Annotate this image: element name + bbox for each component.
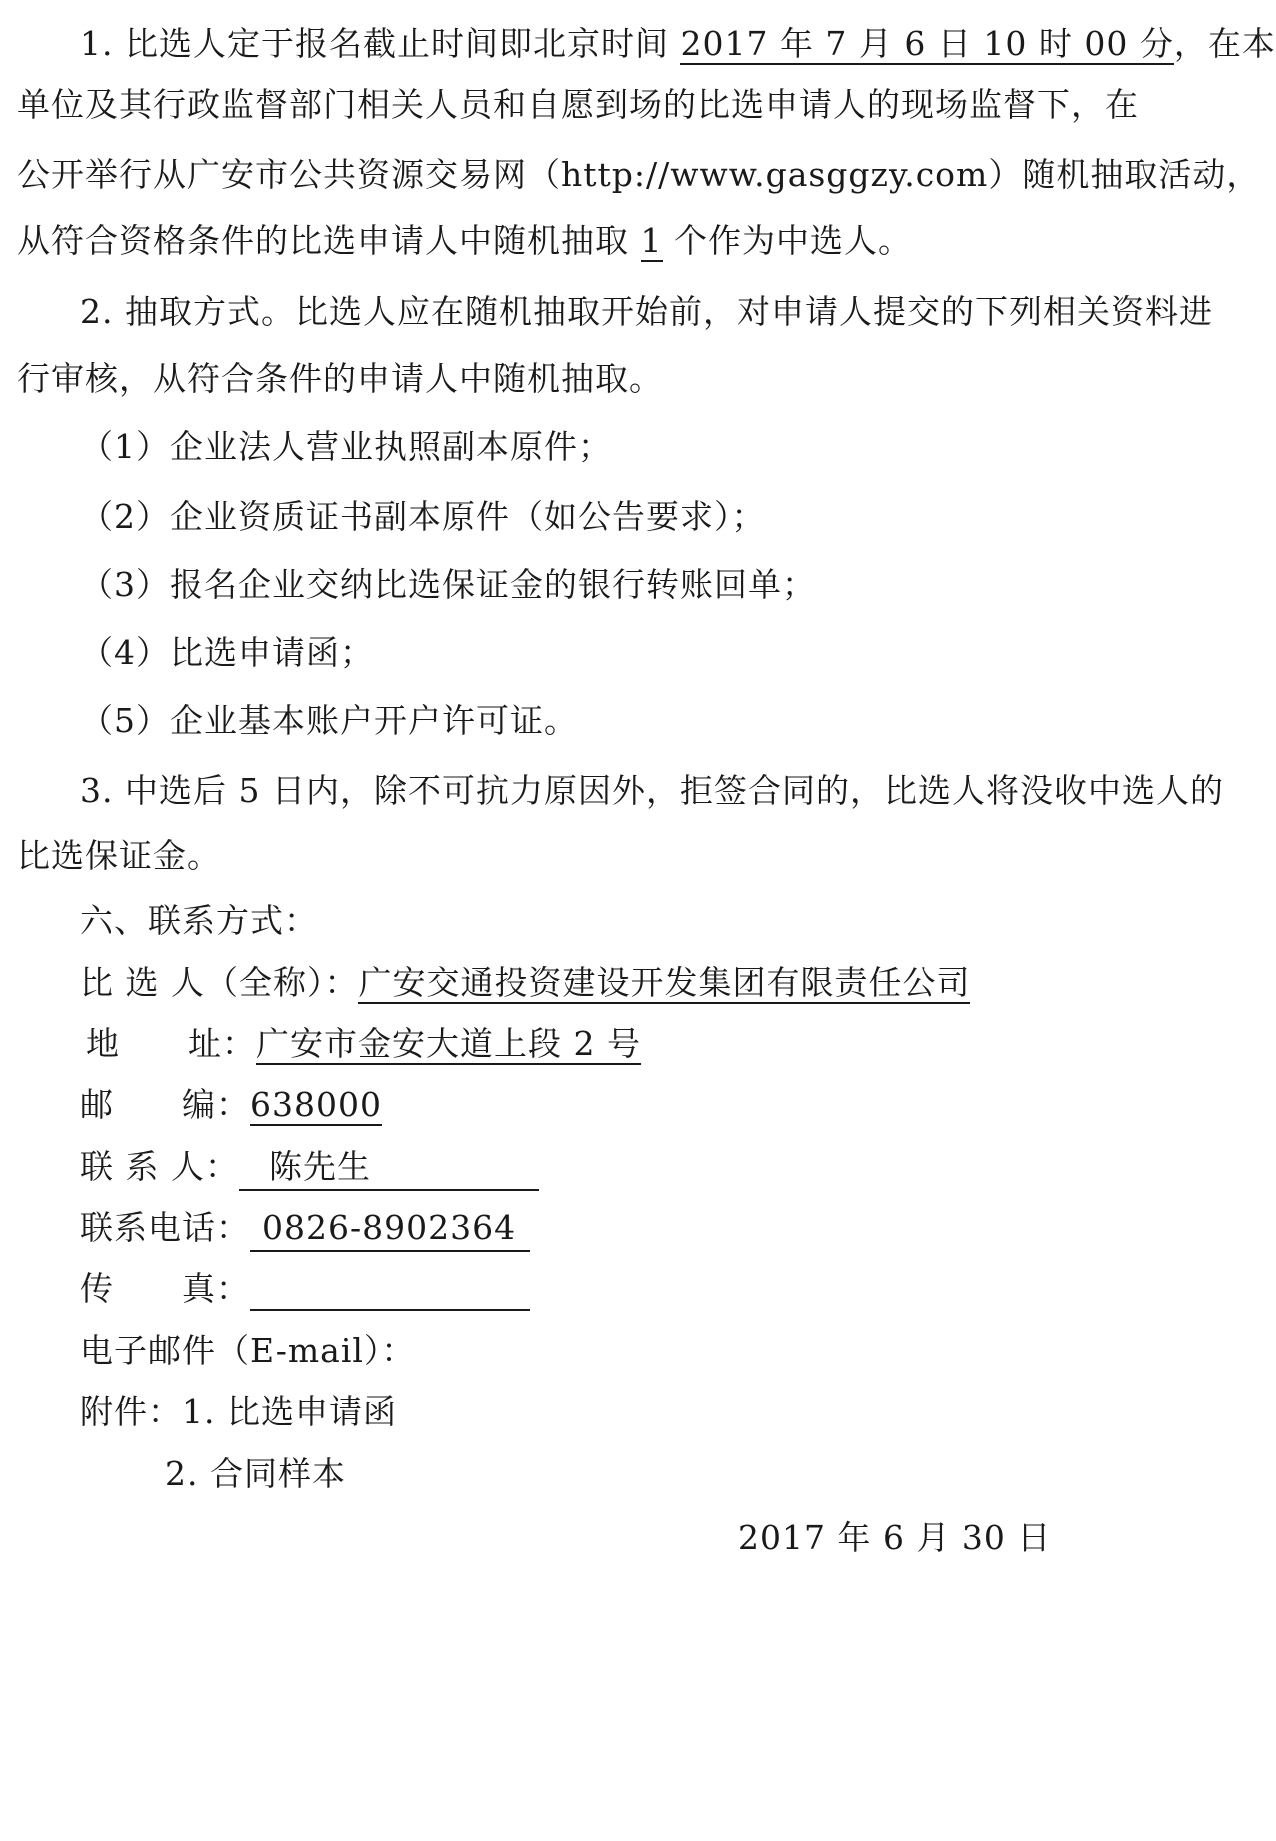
attachment-2: 2. 合同样本	[165, 1454, 346, 1493]
item1-line2: 单位及其行政监督部门相关人员和自愿到场的比选申请人的现场监督下，在	[17, 85, 1139, 124]
postcode-label: 邮 编：	[80, 1085, 250, 1124]
deadline-date: 2017 年 7 月 6 日 10 时 00 分	[680, 24, 1174, 63]
phone-label: 联系电话：	[80, 1208, 250, 1247]
selector-row	[80, 961, 1245, 1005]
doc-item-1: （1）企业法人营业执照副本原件；	[80, 427, 612, 466]
address-value: 广安市金安大道上段 2 号	[256, 1024, 641, 1063]
item1-text-end: ，在本	[1173, 24, 1276, 63]
item1-line4-pre: 从符合资格条件的比选申请人中随机抽取	[17, 221, 641, 260]
item1-line3: 公开举行从广安市公共资源交易网（http://www.gasggzy.com）随机抽取活动，	[17, 155, 1261, 194]
item3-line1: 3. 中选后 5 日内，除不可抗力原因外，拒签合同的，比选人将没收中选人的	[80, 771, 1224, 810]
item2-line1: 2. 抽取方式。比选人应在随机抽取开始前，对申请人提交的下列相关资料进	[80, 292, 1213, 331]
item3-line2: 比选保证金。	[17, 836, 221, 875]
doc-item-5: （5）企业基本账户开户许可证。	[80, 701, 578, 740]
item1-line4-post: 个作为中选人。	[662, 221, 912, 260]
fax-row	[80, 1267, 1245, 1311]
contact-person-row	[80, 1145, 1245, 1191]
fax-label: 传 真：	[80, 1269, 250, 1308]
postcode-value: 638000	[250, 1085, 382, 1124]
document-date: 2017 年 6 月 30 日	[738, 1518, 1052, 1557]
address-label: 地 址：	[86, 1024, 256, 1063]
phone-row	[80, 1206, 1245, 1252]
address-row	[86, 1022, 1245, 1066]
attachment-1: 1. 比选申请函	[182, 1392, 397, 1431]
doc-item-2: （2）企业资质证书副本原件（如公告要求）；	[80, 497, 766, 536]
phone-value: 0826-8902364	[250, 1206, 530, 1252]
contact-person-value: 陈先生	[239, 1145, 539, 1191]
email-row: 电子邮件（E-mail）：	[80, 1331, 416, 1370]
winner-count: 1	[640, 221, 663, 260]
item1-line1	[80, 22, 1276, 66]
contact-heading: 六、联系方式：	[80, 901, 318, 940]
selector-value: 广安交通投资建设开发集团有限责任公司	[358, 963, 971, 1002]
selector-label: 比 选 人（全称）：	[80, 963, 359, 1002]
doc-item-4: （4）比选申请函；	[80, 633, 374, 672]
attachments-label: 附件：	[80, 1392, 182, 1431]
contact-person-label: 联 系 人：	[80, 1147, 239, 1186]
doc-item-3: （3）报名企业交纳比选保证金的银行转账回单；	[80, 565, 816, 604]
postcode-row	[80, 1083, 1245, 1127]
fax-value	[250, 1275, 530, 1311]
item1-text: 1. 比选人定于报名截止时间即北京时间	[80, 24, 681, 63]
item1-line4	[17, 219, 1245, 263]
attachments-row	[80, 1390, 1245, 1434]
item2-line2: 行审核，从符合条件的申请人中随机抽取。	[17, 359, 663, 398]
